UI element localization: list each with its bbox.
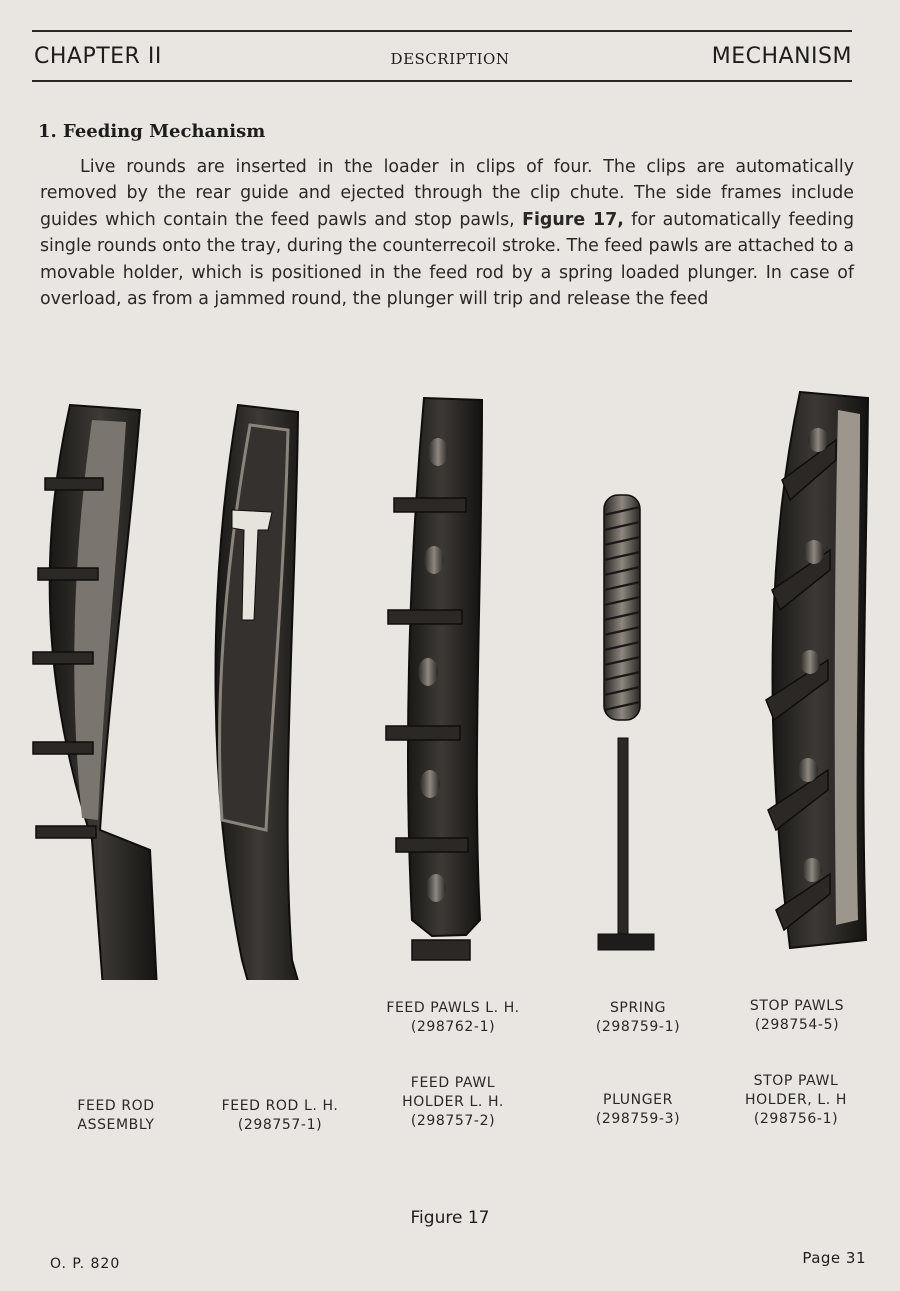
caption-stop-pawls: STOP PAWLS (298754-5) (749, 998, 845, 1033)
chapter-label: CHAPTER II (34, 44, 162, 69)
caption-feed-rod-assembly: FEED ROD ASSEMBLY (77, 1098, 155, 1133)
caption-stop-pawl-holder-lh: STOP PAWL HOLDER, L. H (298756-1) (744, 1073, 848, 1127)
body-text-2: for automatically feeding single rounds onto the tray, during the counterrecoil stroke. The feed pawls are attached to a movable holder, which is positioned in the feed rod by a spring loaded plunger. In case of overload, as from a jammed round, the plunger will trip and release the feed (40, 209, 854, 310)
section-body (40, 154, 854, 312)
feed-rod-assembly-image (33, 405, 160, 980)
plunger-image (598, 738, 654, 950)
header-bottom-rule (32, 80, 852, 82)
figure-17-illustration (0, 380, 900, 980)
caption-feed-pawls-lh: FEED PAWLS L. H. (298762-1) (386, 1000, 520, 1035)
caption-spring: SPRING (298759-1) (595, 1000, 681, 1035)
caption-feed-rod-lh: FEED ROD L. H. (298757-1) (221, 1098, 339, 1133)
figure-reference: Figure 17, (522, 209, 624, 230)
stop-pawls-image (766, 392, 868, 948)
figure-caption: Figure 17 (410, 1208, 490, 1228)
header-center-label: DESCRIPTION (390, 50, 510, 68)
document-number: O. P. 820 (50, 1256, 121, 1272)
header-top-rule (32, 30, 852, 32)
body-text-1: Live rounds are inserted in the loader in clips of four. The clips are automatically removed by the rear guide and ejected through the clip chute. The side frames include guides which contain the feed pawls and stop pawls, (40, 157, 854, 230)
feed-pawls-lh-image (386, 398, 482, 960)
topic-label: MECHANISM (711, 44, 852, 69)
spring-image (604, 495, 640, 720)
feed-rod-lh-image (216, 405, 312, 980)
section-title: 1. Feeding Mechanism (38, 121, 266, 142)
caption-feed-pawl-holder-lh: FEED PAWL HOLDER L. H. (298757-2) (402, 1075, 504, 1129)
caption-plunger: PLUNGER (298759-3) (595, 1092, 681, 1127)
page-number: Page 31 (802, 1249, 866, 1267)
